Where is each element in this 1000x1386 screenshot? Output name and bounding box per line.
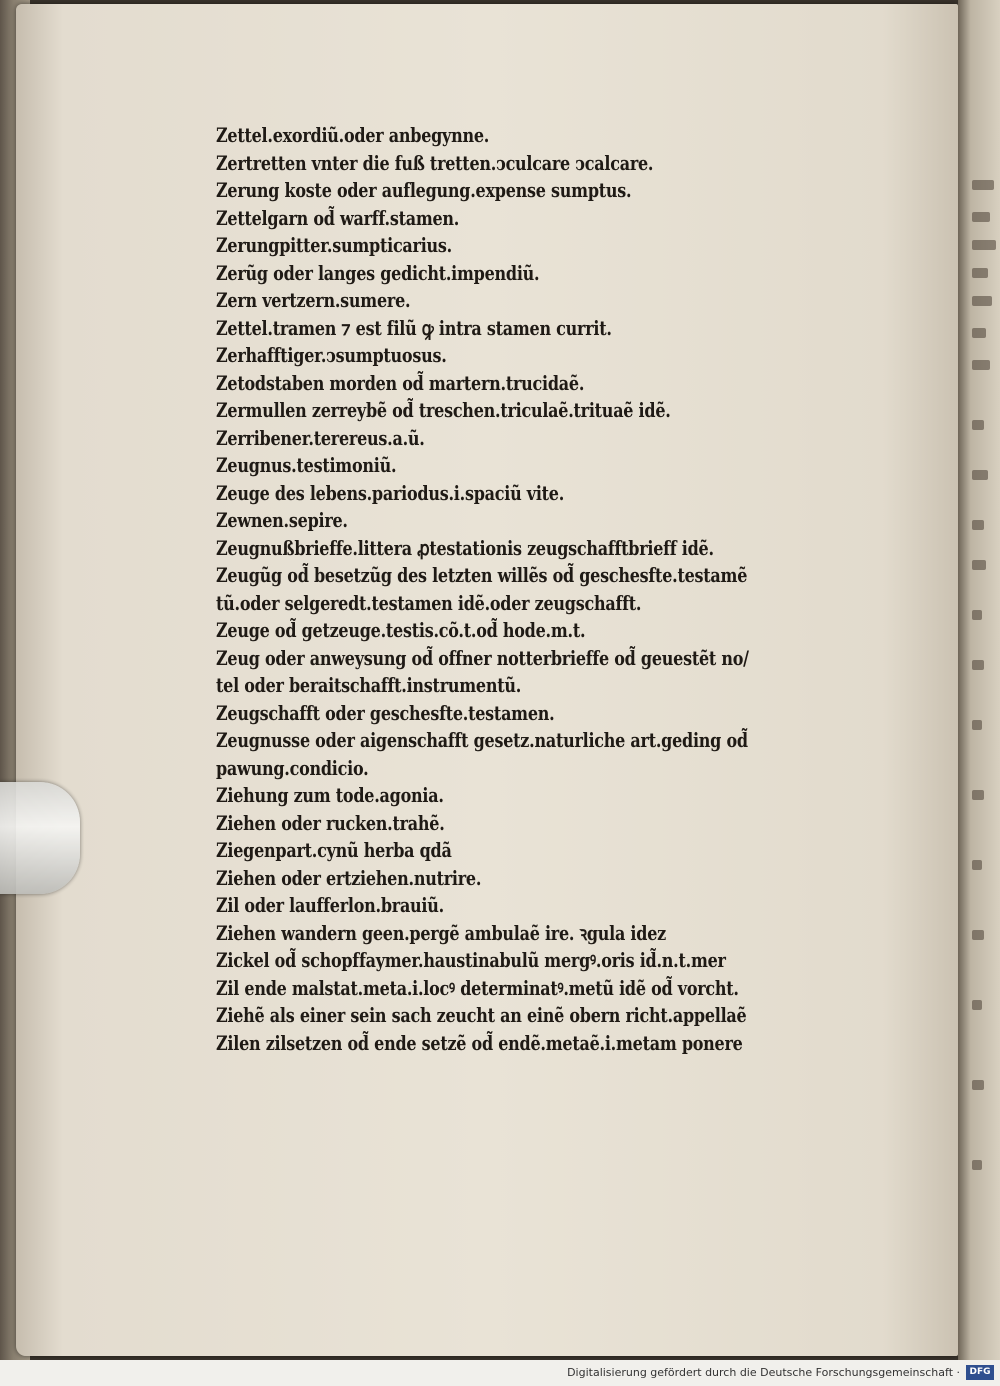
text-line: Zickel od̃ schopffaymer.haustinabulũ mergꝰ.oris id̃.n.t.mer xyxy=(216,949,726,972)
text-line: tũ.oder selgeredt.testamen idẽ.oder zeugschafft. xyxy=(216,591,642,615)
text-line: Ziehung zum tode.agonia. xyxy=(216,784,444,807)
text-line: Zerung koste oder auflegung.expense sumptus. xyxy=(216,179,632,202)
text-line: Zerribener.terereus.a.ũ. xyxy=(216,426,425,450)
footer-bar xyxy=(0,1360,1000,1386)
text-line: Zeuge des lebens.pariodus.i.spaciũ vite. xyxy=(216,481,565,505)
dfg-logo: DFG xyxy=(966,1365,994,1380)
text-line: Zeuge od̃ getzeuge.testis.cõ.t.od̃ hode.m.t. xyxy=(216,619,586,642)
facing-page-edge xyxy=(958,0,1000,1360)
text-line: Zeugnus.testimoniũ. xyxy=(216,454,397,477)
text-line: Zerungpitter.sumpticarius. xyxy=(216,234,453,257)
text-line: Zerhafftiger.ↄsumptuosus. xyxy=(216,344,447,367)
text-line: Zeugnusse oder aigenschafft gesetz.naturliche art.geding od̃ xyxy=(216,729,748,752)
text-line: Ziehẽ als einer sein sach zeucht an einẽ obern richt.appellaẽ xyxy=(216,1004,747,1027)
text-line: Zil oder laufferlon.brauiũ. xyxy=(216,894,444,917)
text-line: Zettel.exordiũ.oder anbegynne. xyxy=(216,124,490,147)
text-line: Ziegenpart.cynũ herba qdã xyxy=(216,839,452,862)
text-line: Zil ende malstat.meta.i.locꝰ determinatꝰ.metũ idẽ od̃ vorcht. xyxy=(216,976,739,1000)
text-line: Ziehen oder ertziehen.nutrire. xyxy=(216,866,482,890)
text-line: Zermullen zerreybẽ od̃ treschen.triculaẽ.trituaẽ idẽ. xyxy=(216,399,671,422)
text-line: Zeugnußbrieffe.littera ꝓtestationis zeugschafftbrieff idẽ. xyxy=(216,536,714,560)
text-line: Zewnen.sepire. xyxy=(216,509,348,532)
text-line: Zerũg oder langes gedicht.impendiũ. xyxy=(216,261,540,285)
text-line: Zettelgarn od̃ warff.stamen. xyxy=(216,206,460,230)
text-line: tel oder beraitschafft.instrumentũ. xyxy=(216,674,522,697)
funding-credit: Digitalisierung gefördert durch die Deutsche Forschungsgemeinschaft · xyxy=(567,1366,960,1379)
text-column xyxy=(216,122,876,1057)
book-page xyxy=(16,4,958,1356)
text-line: Zettel.tramen ⁊ est filũ ꝙ intra stamen currit. xyxy=(216,316,612,340)
text-line: Zeug oder anweysung od̃ offner notterbrieffe od̃ geuestẽt no/ xyxy=(216,646,749,670)
text-line: Ziehen wandern geen.pergẽ ambulaẽ ire. ꝛgula idez xyxy=(216,921,666,945)
text-line: Zern vertzern.sumere. xyxy=(216,289,411,312)
text-line: Zertretten vnter die fuß tretten.ↄculcare ↄcalcare. xyxy=(216,151,654,175)
text-line: Zeugũg od̃ besetzũg des letzten willẽs od̃ geschesfte.testamẽ xyxy=(216,564,748,587)
text-line: Zeugschafft oder geschesfte.testamen. xyxy=(216,701,555,725)
text-line: Ziehen oder rucken.trahẽ. xyxy=(216,811,445,835)
text-line: Zetodstaben morden od̃ martern.trucidaẽ. xyxy=(216,371,585,395)
page-clip xyxy=(0,782,80,894)
text-line: Zilen zilsetzen od̃ ende setzẽ od̃ endẽ.metaẽ.i.metam ponere xyxy=(216,1031,743,1055)
text-line: pawung.condicio. xyxy=(216,756,369,780)
